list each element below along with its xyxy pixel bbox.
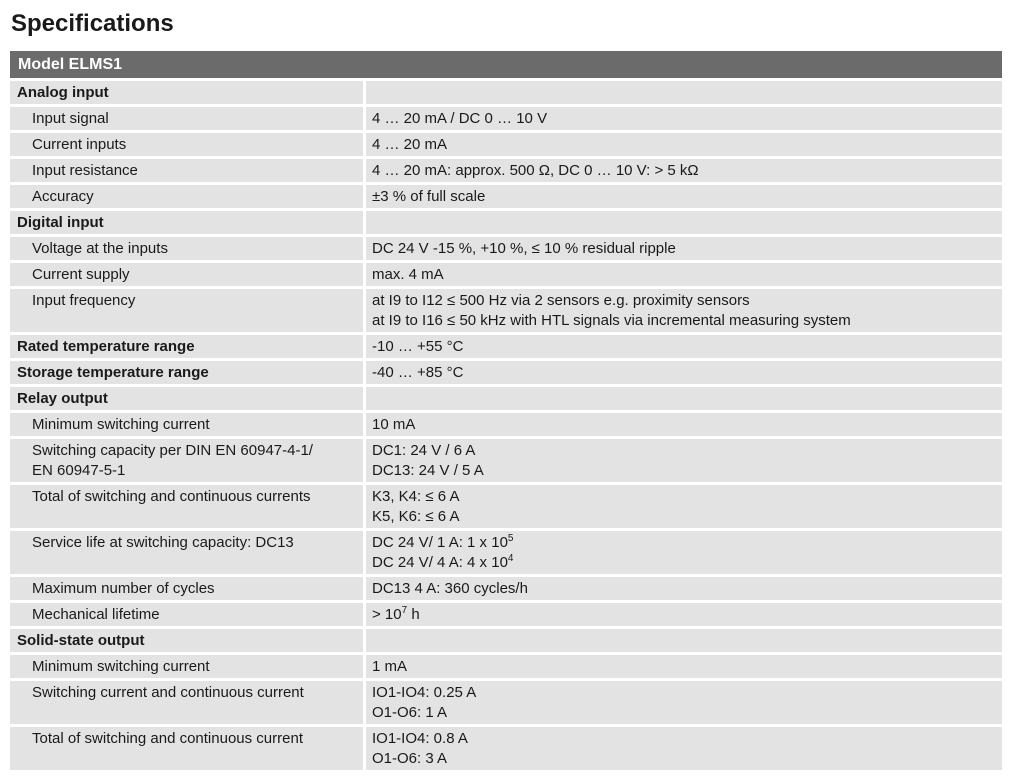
spec-label-line: Switching capacity per DIN EN 60947-4-1/	[32, 442, 313, 459]
spec-label: Switching current and continuous current	[10, 681, 366, 727]
spec-value-line	[372, 533, 996, 553]
spec-value: DC 24 V -15 %, +10 %, ≤ 10 % residual ripple	[366, 237, 1002, 263]
spec-value	[366, 681, 1002, 727]
spec-value: -10 … +55 °C	[366, 335, 1002, 361]
spec-row-solid-switching-current	[10, 681, 1002, 727]
spec-value	[366, 603, 1002, 629]
spec-row-input-resistance	[10, 159, 1002, 185]
spec-value: DC13 4 A: 360 cycles/h	[366, 577, 1002, 603]
spec-value: max. 4 mA	[366, 263, 1002, 289]
value-base: > 10	[372, 606, 402, 623]
spec-label: Current inputs	[10, 133, 366, 159]
spec-row-rated-temperature	[10, 335, 1002, 361]
spec-row-input-signal	[10, 107, 1002, 133]
spec-label: Current supply	[10, 263, 366, 289]
section-value-empty	[366, 629, 1002, 655]
spec-value-line: O1-O6: 3 A	[372, 750, 448, 767]
section-value-empty	[366, 211, 1002, 237]
value-base: DC 24 V/ 1 A: 1 x 10	[372, 534, 508, 551]
spec-label: Rated temperature range	[10, 335, 366, 361]
spec-row-relay-min-current	[10, 413, 1002, 439]
spec-value-line: at I9 to I12 ≤ 500 Hz via 2 sensors e.g. proximity sensors	[372, 292, 750, 309]
spec-row-current-supply	[10, 263, 1002, 289]
spec-value: 4 … 20 mA: approx. 500 Ω, DC 0 … 10 V: > 5 kΩ	[366, 159, 1002, 185]
spec-row-storage-temperature	[10, 361, 1002, 387]
spec-value: -40 … +85 °C	[366, 361, 1002, 387]
spec-value: ±3 % of full scale	[366, 185, 1002, 211]
spec-value	[366, 531, 1002, 577]
spec-row-current-inputs	[10, 133, 1002, 159]
spec-value-line: DC1: 24 V / 6 A	[372, 442, 476, 459]
spec-label: Maximum number of cycles	[10, 577, 366, 603]
spec-row-switching-capacity	[10, 439, 1002, 485]
spec-row-input-frequency	[10, 289, 1002, 335]
spec-row-voltage-inputs	[10, 237, 1002, 263]
spec-label: Input signal	[10, 107, 366, 133]
spec-value	[366, 289, 1002, 335]
spec-label: Accuracy	[10, 185, 366, 211]
spec-value-line: at I9 to I16 ≤ 50 kHz with HTL signals via incremental measuring system	[372, 312, 851, 329]
value-exponent: 7	[401, 605, 408, 616]
section-value-empty	[366, 81, 1002, 107]
spec-label: Mechanical lifetime	[10, 603, 366, 629]
spec-label: Input frequency	[10, 289, 366, 335]
spec-row-max-cycles	[10, 577, 1002, 603]
spec-label: Minimum switching current	[10, 655, 366, 681]
section-row-analog-input	[10, 81, 1002, 107]
spec-label: Total of switching and continuous current	[10, 727, 366, 773]
spec-value	[366, 439, 1002, 485]
specifications-table	[10, 51, 1002, 773]
spec-value-line	[372, 553, 996, 573]
spec-value-line: O1-O6: 1 A	[372, 704, 448, 721]
spec-label-line: EN 60947-5-1	[32, 462, 126, 479]
spec-label: Minimum switching current	[10, 413, 366, 439]
value-base: DC 24 V/ 4 A: 4 x 10	[372, 554, 508, 571]
spec-label: Service life at switching capacity: DC13	[10, 531, 366, 577]
value-exponent: 5	[507, 533, 514, 544]
spec-label: Voltage at the inputs	[10, 237, 366, 263]
section-heading: Digital input	[10, 211, 366, 237]
spec-value: 4 … 20 mA / DC 0 … 10 V	[366, 107, 1002, 133]
spec-label: Total of switching and continuous currents	[10, 485, 366, 531]
value-exponent: 4	[507, 553, 514, 564]
spec-value: 4 … 20 mA	[366, 133, 1002, 159]
spec-value-line: DC13: 24 V / 5 A	[372, 462, 484, 479]
spec-value-line: K3, K4: ≤ 6 A	[372, 488, 460, 505]
spec-value-line: IO1-IO4: 0.8 A	[372, 730, 468, 747]
spec-label: Storage temperature range	[10, 361, 366, 387]
spec-label: Input resistance	[10, 159, 366, 185]
section-row-relay-output	[10, 387, 1002, 413]
spec-row-accuracy	[10, 185, 1002, 211]
section-heading: Relay output	[10, 387, 366, 413]
value-unit: h	[407, 606, 420, 623]
spec-label	[10, 439, 366, 485]
spec-value: 10 mA	[366, 413, 1002, 439]
spec-value-line: IO1-IO4: 0.25 A	[372, 684, 477, 701]
section-heading: Solid-state output	[10, 629, 366, 655]
section-value-empty	[366, 387, 1002, 413]
model-header-row	[10, 51, 1002, 81]
spec-row-solid-total-current	[10, 727, 1002, 773]
section-heading: Analog input	[10, 81, 366, 107]
spec-row-relay-total-currents	[10, 485, 1002, 531]
page-title: Specifications	[11, 10, 174, 37]
spec-row-solid-min-current	[10, 655, 1002, 681]
spec-value-line: K5, K6: ≤ 6 A	[372, 508, 460, 525]
section-row-solid-state-output	[10, 629, 1002, 655]
spec-row-mechanical-lifetime	[10, 603, 1002, 629]
spec-value	[366, 727, 1002, 773]
spec-value	[366, 485, 1002, 531]
model-heading: Model ELMS1	[10, 51, 1002, 81]
spec-row-service-life	[10, 531, 1002, 577]
section-row-digital-input	[10, 211, 1002, 237]
spec-value: 1 mA	[366, 655, 1002, 681]
